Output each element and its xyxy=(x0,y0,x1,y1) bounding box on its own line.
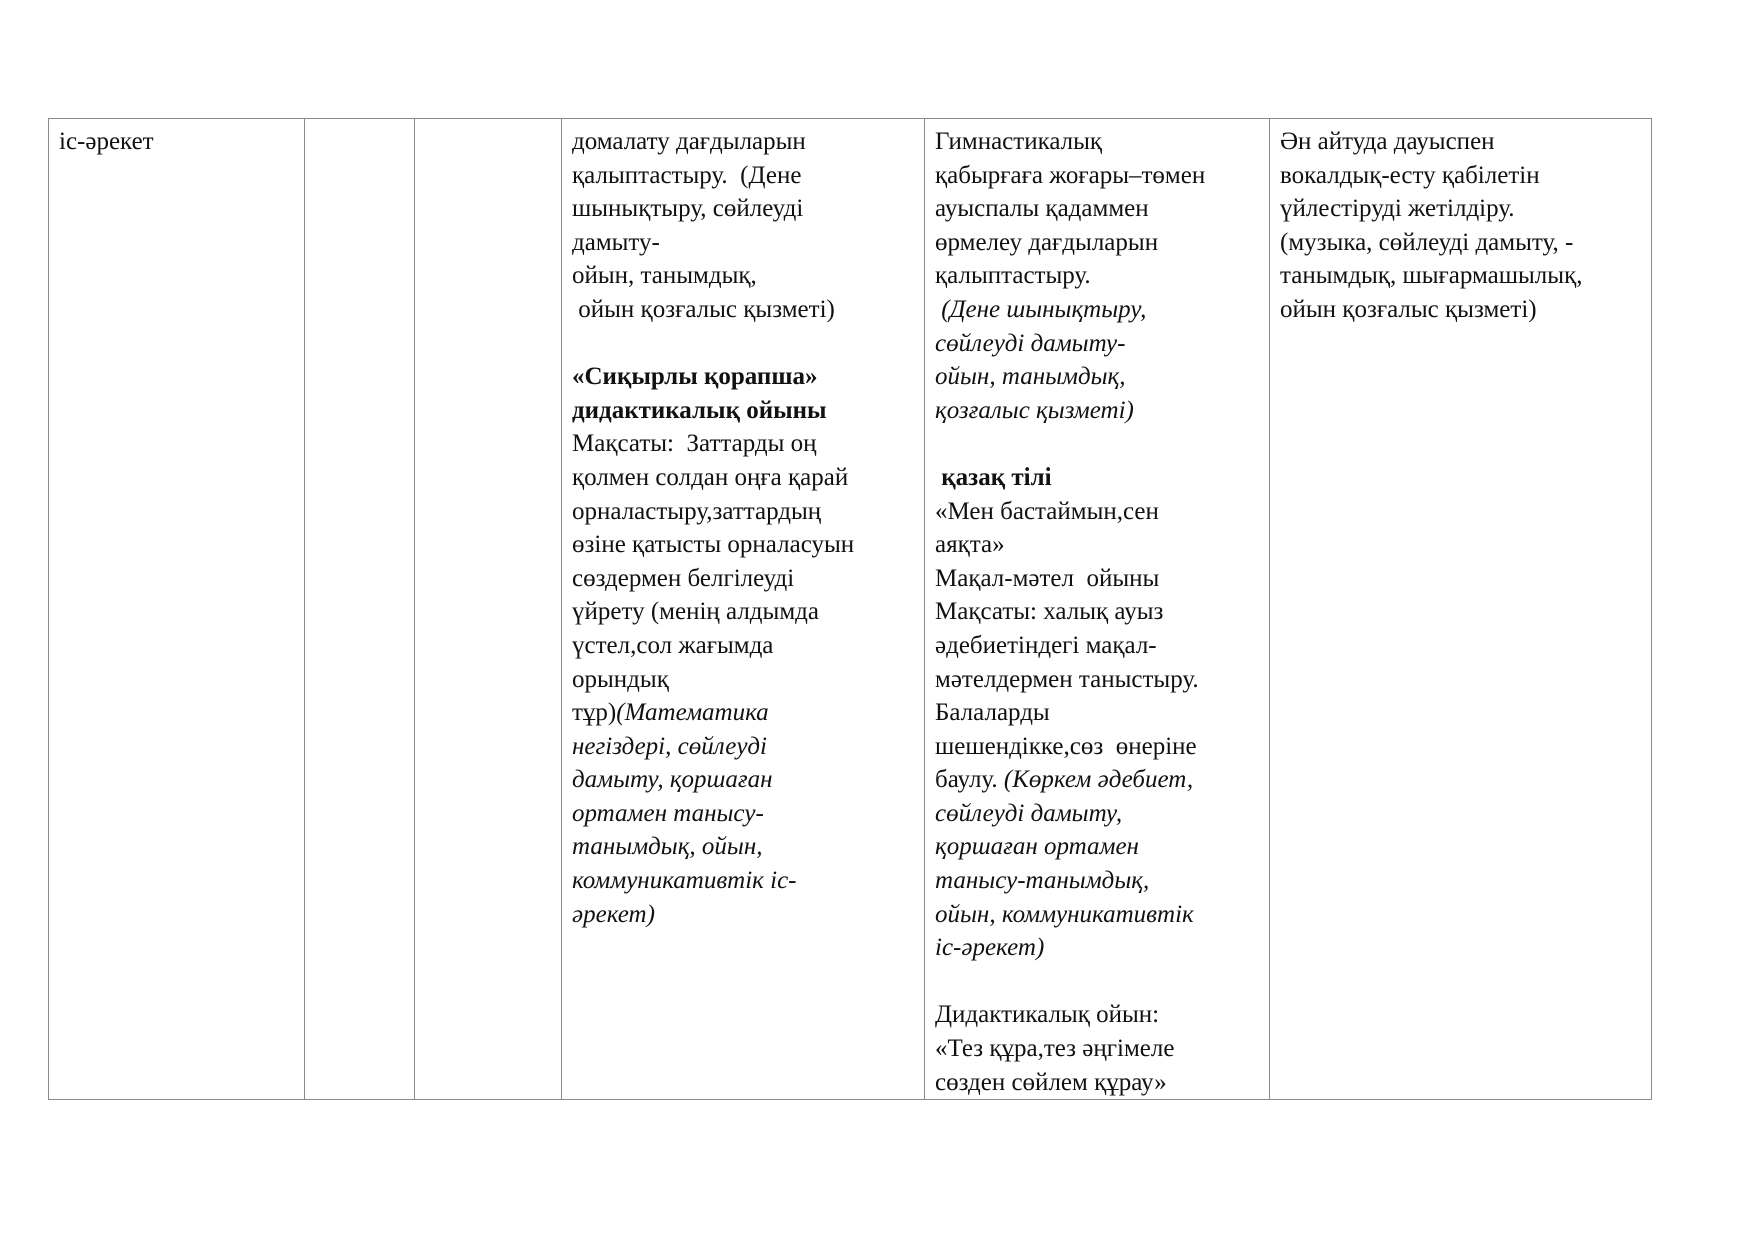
text-line: ауыспалы қадаммен xyxy=(935,195,1149,223)
text-line: сөзден сөйлем құрау» xyxy=(935,1068,1167,1096)
text-line: Гимнастикалық xyxy=(935,128,1103,155)
text-line: қалыптастыру. (Дене xyxy=(572,161,802,189)
italic-line: танымдық, ойын, xyxy=(572,833,763,861)
text-line: Мақсаты: Заттарды оң xyxy=(572,430,817,458)
text-line: қабырғаға жоғары–төмен xyxy=(935,161,1206,189)
mixed-line xyxy=(572,696,914,730)
subject-heading: қазақ тілі xyxy=(935,463,1052,491)
italic-line: негіздері, сөйлеуді xyxy=(572,732,767,760)
spacer xyxy=(572,327,914,361)
italic-line: дамыту, қоршаған xyxy=(572,766,773,794)
italic-line: қоршаған ортамен xyxy=(935,833,1139,861)
gymnastics-language-cell xyxy=(925,119,1270,1100)
plan-table xyxy=(48,118,1652,1100)
text-line: Балаларды xyxy=(935,699,1050,727)
italic-line: ойын, танымдық, xyxy=(935,363,1126,391)
italic-line: (Дене шынықтыру, xyxy=(935,295,1147,323)
text-line: (музыка, сөйлеуді дамыту, - xyxy=(1280,228,1574,256)
text-line: орналастыру,заттардың xyxy=(572,497,822,525)
italic-fragment: (Көркем әдебиет, xyxy=(1003,766,1194,794)
activity-label-cell xyxy=(49,119,305,1100)
italic-line: іс-әрекет) xyxy=(935,934,1045,962)
italic-line: ортамен танысу- xyxy=(572,799,764,827)
text-line: ойын, танымдық, xyxy=(572,262,757,290)
empty-cell xyxy=(305,119,415,1100)
text-line: өрмелеу дағдыларын xyxy=(935,228,1159,256)
spacer xyxy=(935,965,1259,999)
text-line: дамыту- xyxy=(572,228,660,256)
text-line: өзіне қатысты орналасуын xyxy=(572,531,855,559)
plain-fragment: баулу. xyxy=(935,766,1004,794)
text-line: шынықтыру, сөйлеуді xyxy=(572,195,804,223)
plain-fragment: тұр) xyxy=(572,699,617,727)
text-line: Мақсаты: халық ауыз xyxy=(935,598,1164,626)
text-line: үстел,сол жағымда xyxy=(572,631,774,659)
didactic-game-cell xyxy=(562,119,925,1100)
empty-cell xyxy=(415,119,562,1100)
text-line: ойын қозғалыс қызметі) xyxy=(1280,295,1537,323)
text-line: вокалдық-есту қабілетін xyxy=(1280,161,1540,189)
text-line: Мақал-мәтел ойыны xyxy=(935,564,1160,592)
italic-line: танысу-танымдық, xyxy=(935,867,1150,895)
italic-line: қозғалыс қызметі) xyxy=(935,396,1134,424)
activity-label: іс-әрекет xyxy=(59,128,154,155)
italic-line: коммуникативтік іс- xyxy=(572,867,797,895)
text-line: қолмен солдан оңға қарай xyxy=(572,463,849,491)
text-line: «Тез құра,тез әңгімеле xyxy=(935,1035,1175,1063)
text-line: орындық xyxy=(572,665,669,693)
text-line: үйрету (менің алдымда xyxy=(572,598,819,626)
italic-line: сөйлеуді дамыту, xyxy=(935,799,1123,827)
italic-fragment: (Математика xyxy=(616,699,769,727)
table-row xyxy=(49,119,1652,1100)
text-line: «Мен бастаймын,сен xyxy=(935,497,1159,525)
text-line: қалыптастыру. xyxy=(935,262,1091,290)
mixed-line xyxy=(935,763,1259,797)
music-cell xyxy=(1270,119,1652,1100)
text-line: әдебиетіндегі мақал- xyxy=(935,631,1157,659)
game-title: «Сиқырлы қорапша» xyxy=(572,363,818,391)
game-title: дидактикалық ойыны xyxy=(572,396,827,424)
text-line: үйлестіруді жетілдіру. xyxy=(1280,195,1515,223)
text-line: аяқта» xyxy=(935,531,1005,559)
text-line: домалату дағдыларын xyxy=(572,128,806,155)
italic-line: сөйлеуді дамыту- xyxy=(935,329,1126,357)
text-line: сөздермен белгілеуді xyxy=(572,564,795,592)
italic-line: ойын, коммуникативтік xyxy=(935,900,1194,928)
text-line: танымдық, шығармашылық, xyxy=(1280,262,1583,290)
text-line: шешендікке,сөз өнеріне xyxy=(935,732,1197,760)
text-line: Ән айтуда дауыспен xyxy=(1280,128,1495,155)
spacer xyxy=(935,427,1259,461)
text-line: ойын қозғалыс қызметі) xyxy=(572,295,835,323)
text-line: Дидактикалық ойын: xyxy=(935,1001,1160,1029)
text-line: мәтелдермен таныстыру. xyxy=(935,665,1199,693)
italic-line: әрекет) xyxy=(572,900,655,928)
